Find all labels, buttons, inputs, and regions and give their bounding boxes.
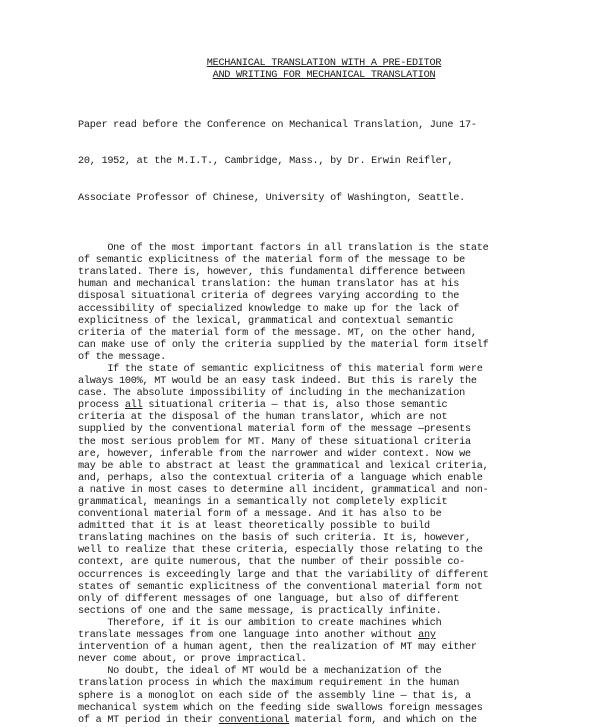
body-line: criteria of the material form of the message. MT, on the other hand, (78, 327, 477, 339)
body-line: translate messages from one language into another without any (78, 630, 436, 642)
preface-line: Paper read before the Conference on Mechanical Translation, June 17- (78, 120, 477, 132)
body-line: states of semantic explicitness of the conventional material form not (78, 581, 483, 593)
body-line: of semantic explicitness of the material form of the message to be (78, 255, 465, 267)
body-line: human and mechanical translation: the human translator has at his (78, 279, 460, 291)
body-text (78, 243, 530, 727)
body-line: of the message. (78, 351, 166, 363)
title-line-1: MECHANICAL TRANSLATION WITH A PRE-EDITOR (206, 58, 442, 69)
body-line: of a MT period in their conventional material form, and which on the (78, 714, 477, 726)
body-line: If the state of semantic explicitness of this material form were (78, 363, 483, 375)
preface-line: Associate Professor of Chinese, University of Washington, Seattle. (78, 192, 465, 204)
body-line: well to realize that these criteria, especially those relating to the (78, 545, 483, 557)
body-line: the most serious problem for MT. Many of these situational criteria (78, 436, 471, 448)
body-line: conventional material form of a message. And it has also to be (78, 509, 442, 521)
body-line: intervention of a human agent, then the realization of MT may either (78, 642, 477, 654)
body-line: No doubt, the ideal of MT would be a mechanization of the (78, 666, 442, 678)
document-title (118, 58, 530, 81)
body-line: translating machines on the basis of such criteria. It is, however, (78, 533, 471, 545)
body-line: explicitness of the lexical, grammatical and contextual semantic (78, 315, 454, 327)
body-line: translated. There is, however, this fundamental difference between (78, 267, 465, 279)
preface-line: 20, 1952, at the M.I.T., Cambridge, Mass., by Dr. Erwin Reifler, (78, 156, 454, 168)
body-line: process all situational criteria — that is, also those semantic (78, 400, 448, 412)
body-line: only of different messages of one language, but also of different (78, 593, 460, 605)
body-line: sphere is a monoglot on each side of the assembly line — that is, a (78, 690, 471, 702)
body-line: disposal situational criteria of degrees varying according to the (78, 291, 460, 303)
body-line: are, however, inferable from the narrower and wider context. Now we (78, 448, 471, 460)
body-line: admitted that it is at least theoretically possible to build (78, 521, 430, 533)
body-line: can make use of only the criteria supplied by the material form itself (78, 339, 489, 351)
body-line: sections of one and the same message, is practically infinite. (78, 605, 442, 617)
body-line: mechanical system which on the feeding side swallows foreign messages (78, 702, 483, 714)
body-line: may be able to abstract at least the grammatical and lexical criteria, (78, 460, 489, 472)
body-line: grammatical, meanings in a semantically not completely explicit (78, 497, 448, 508)
body-line: and, perhaps, also the contextual criteria of a language which enable (78, 472, 483, 484)
title-line-2: AND WRITING FOR MECHANICAL TRANSLATION (212, 69, 436, 81)
body-line: criteria at the disposal of the human translator, which are not (78, 412, 448, 424)
body-line: Therefore, if it is our ambition to create machines which (78, 617, 442, 629)
body-line: One of the most important factors in all translation is the state (78, 243, 489, 255)
body-line: never come about, or prove impractical. (78, 654, 307, 666)
body-line: a native in most cases to determine all incident, grammatical and non- (78, 484, 489, 496)
body-line: accessibility of specialized knowledge to make up for the lack of (78, 303, 460, 315)
body-line: translation process in which the maximum requirement in the human (78, 678, 460, 690)
body-line: always 100%, MT would be an easy task indeed. But this is rarely the (78, 376, 477, 388)
body-line: supplied by the conventional material form of the message —presents (78, 424, 471, 436)
body-line: occurrences is exceedingly large and that the variability of different (78, 569, 489, 581)
body-line: context, are quite numerous, that the number of their possible co- (78, 557, 465, 569)
body-line: case. The absolute impossibility of including in the mechanization (78, 388, 465, 400)
preface-note (78, 96, 530, 229)
